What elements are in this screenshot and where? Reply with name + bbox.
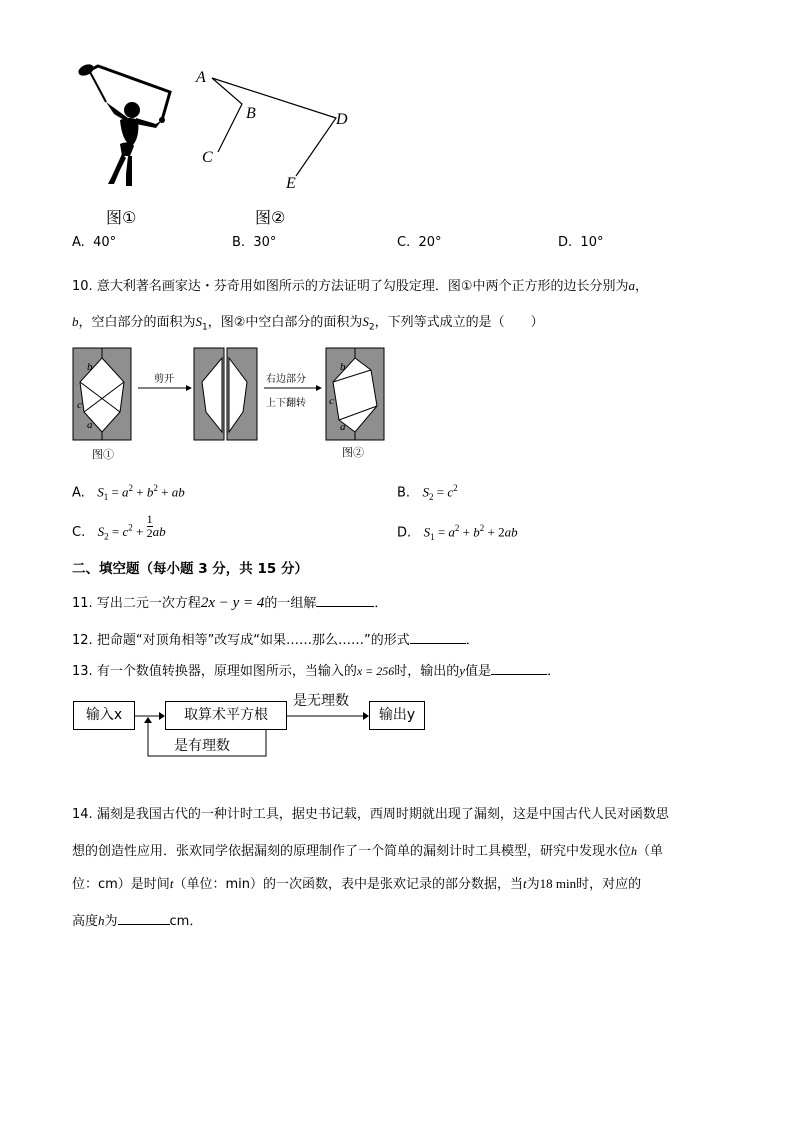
q14-line4: 高度h为 cm． <box>72 913 203 929</box>
label-a: a <box>87 419 93 431</box>
q11-answer-blank[interactable] <box>316 594 374 607</box>
flow-irrational-label: 是无理数 <box>293 693 349 709</box>
da-vinci-proof-figure <box>70 346 400 464</box>
q14-line3: 位：cm）是时间t（单位：min）的一次函数，表中是张欢记录的部分数据，当t为18 min时，对应的 <box>72 876 642 892</box>
figure2-caption: 图② <box>255 208 286 227</box>
fig2-caption: 图② <box>342 447 364 459</box>
q9-option-b[interactable]: B. 30° <box>232 235 277 250</box>
flip-label-bottom: 上下翻转 <box>266 398 306 409</box>
figure2-squares <box>326 348 384 440</box>
q9-option-d[interactable]: D. 10° <box>558 235 604 250</box>
point-label-b: B <box>246 105 256 122</box>
q10-line1: 10. 意大利著名画家达・芬奇用如图所示的方法证明了勾股定理．图①中两个正方形的边长分别为a， <box>72 278 648 294</box>
label-c: c <box>77 399 82 411</box>
flow-input-box: 输入x <box>73 701 135 730</box>
q9-option-c[interactable]: C. 20° <box>397 235 442 250</box>
polyline-diagram <box>190 62 360 192</box>
fig1-caption: 图① <box>92 449 114 461</box>
point-label-e: E <box>286 175 296 192</box>
point-label-a: A <box>196 69 206 86</box>
figure1-squares <box>73 348 131 440</box>
q12-answer-blank[interactable] <box>410 631 466 644</box>
cut-label: 剪开 <box>154 374 174 385</box>
point-label-d: D <box>336 111 348 128</box>
dancer-ribbon-figure <box>70 58 180 193</box>
q11-line: 11. 写出二元一次方程2x − y = 4的一组解 ． <box>72 595 388 611</box>
flow-process-box: 取算术平方根 <box>165 701 287 730</box>
svg-text:a: a <box>340 421 346 433</box>
q13-answer-blank[interactable] <box>491 662 547 675</box>
segment-a-b-c <box>212 78 242 152</box>
q14-line1: 14. 漏刻是我国古代的一种计时工具，据史书记载，西周时期就出现了漏刻，这是中国古代人民对函数思 <box>72 807 669 822</box>
svg-text:b: b <box>340 361 346 373</box>
q10-number: 10. <box>72 279 93 294</box>
q12-line: 12. 把命题“对顶角相等”改写成“如果……那么……”的形式 ． <box>72 633 479 648</box>
q10-option-c[interactable]: C. $S_2 = c^2 + 1$ 2 ab <box>72 512 166 542</box>
figure1-caption: 图① <box>106 208 137 227</box>
q13-line: 13. 有一个数值转换器，原理如图所示，当输入的x = 256时，输出的y值是 ． <box>72 663 561 679</box>
q14-line2: 想的创造性应用．张欢同学依据漏刻的原理制作了一个简单的漏刻计时工具模型，研究中发现水位h（单 <box>72 844 664 859</box>
dancer-head <box>124 102 140 118</box>
q10-option-d[interactable]: D. $S_1 = a^2 + b^2 + 2ab$ <box>397 523 518 542</box>
q10-line2: b，空白部分的面积为$S_1$，图②中空白部分的面积为$S_2$，下列等式成立的是（ ） <box>72 314 544 333</box>
q10-option-a[interactable]: A. $S_1 = a^2 + b^2$ + ab <box>72 483 185 502</box>
split-figure <box>194 348 257 440</box>
label-b: b <box>87 361 93 373</box>
flow-rational-label: 是有理数 <box>174 738 230 754</box>
point-label-c: C <box>202 149 213 166</box>
svg-text:c: c <box>329 395 334 407</box>
q10-option-b[interactable]: B. $S_2 = c^2$ <box>397 483 458 502</box>
q9-option-a[interactable]: A. 40° <box>72 235 117 250</box>
q14-answer-blank[interactable] <box>118 912 170 925</box>
flow-output-box: 输出y <box>369 701 425 730</box>
section-heading: 二、填空题（每小题 3 分，共 15 分） <box>72 561 308 577</box>
flip-label-top: 右边部分 <box>266 374 306 385</box>
